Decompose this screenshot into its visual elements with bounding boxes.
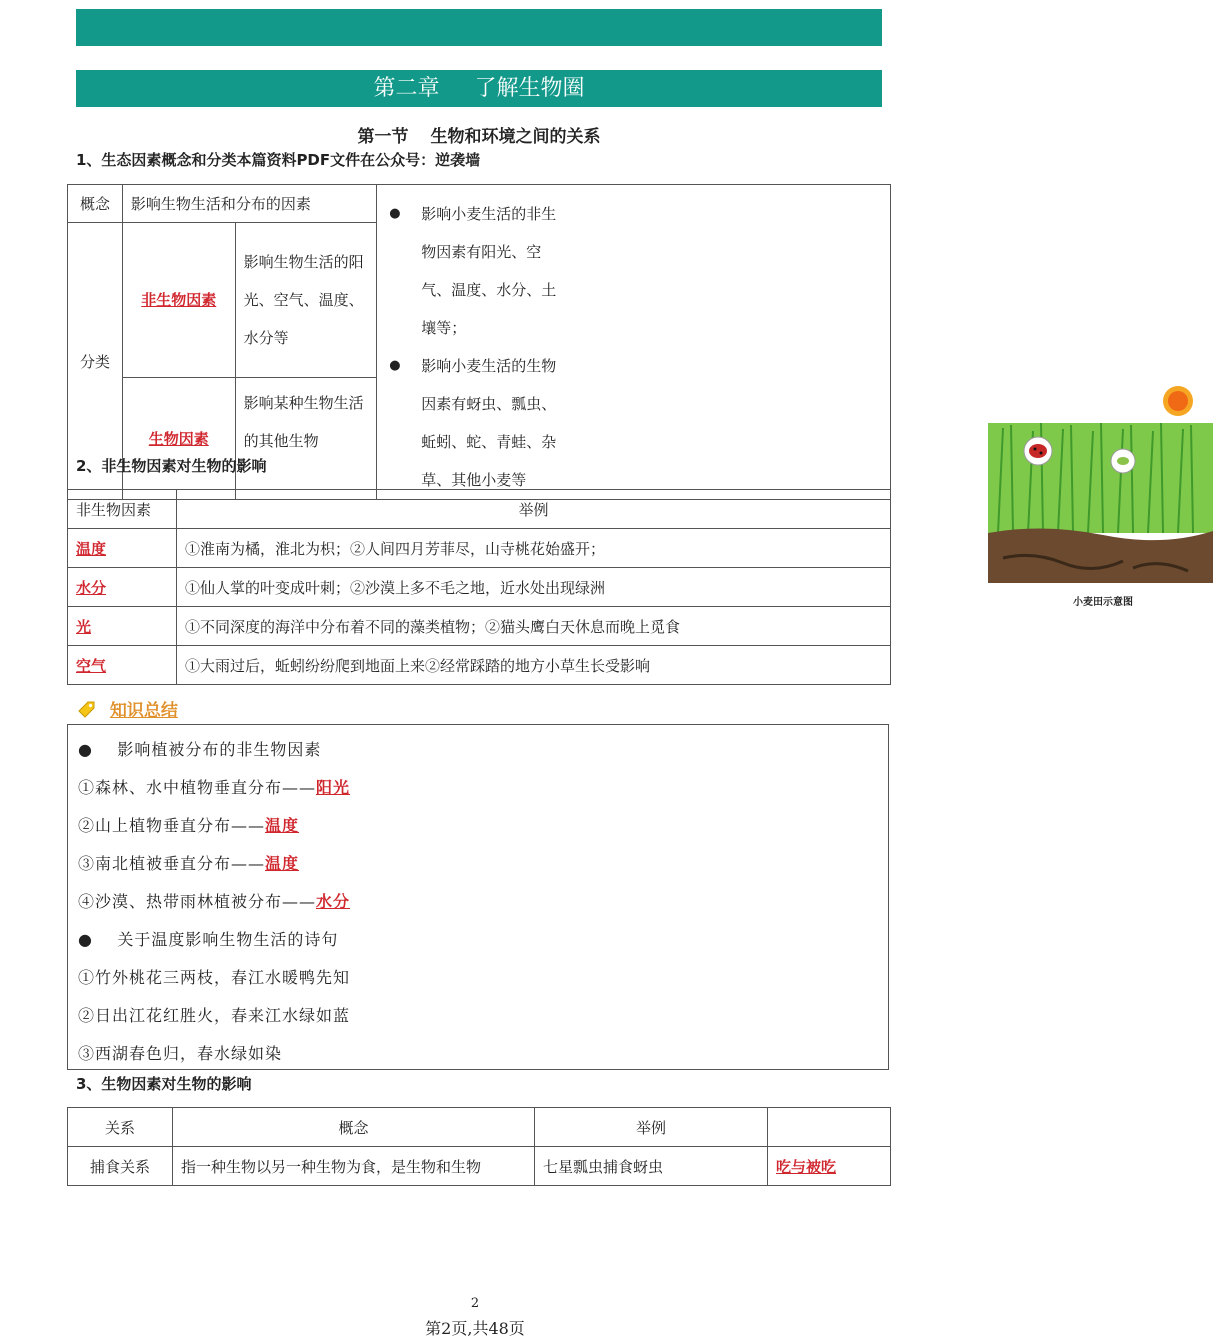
tag-icon [76, 699, 96, 719]
col-header-relation: 关系 [68, 1108, 173, 1147]
col-header-concept: 概念 [173, 1108, 535, 1147]
table-row [68, 607, 891, 646]
table-row [68, 646, 891, 685]
factor-label: 水分 [76, 578, 107, 597]
poem-line: ③西湖春色归，春水绿如染 [78, 1044, 283, 1063]
answer-text: 水分 [316, 892, 351, 911]
summary-bullet-vegetation: ● 影响植被分布的非生物因素 [78, 740, 322, 759]
list-item: ①森林、水中植物垂直分布——阳光 [78, 778, 351, 797]
example-cell: 七星瓢虫捕食蚜虫 [535, 1147, 768, 1186]
factor-label: 光 [76, 617, 92, 636]
summary-bullet-poems: ● 关于温度影响生物生活的诗句 [78, 930, 339, 949]
summary-label: 知识总结 [109, 701, 178, 721]
top-banner [76, 9, 882, 46]
table-row [68, 568, 891, 607]
relation-cell: 捕食关系 [68, 1147, 173, 1186]
answer-text: 温度 [265, 854, 300, 873]
list-item: ②山上植物垂直分布——温度 [78, 816, 300, 835]
table-row [68, 529, 891, 568]
example-text: ①大雨过后，蚯蚓纷纷爬到地面上来②经常踩踏的地方小草生长受影响 [177, 646, 891, 685]
aphid-icon [1117, 457, 1129, 465]
chapter-banner [76, 70, 882, 107]
wheat-biotic-note: ● 影响小麦生活的生物因素有蚜虫、瓢虫、蚯蚓、蛇、青蛙、杂草、其他小麦等 [389, 347, 569, 499]
page-footer: 第2页,共48页 [425, 1319, 525, 1338]
poem-line: ①竹外桃花三两枝，春江水暖鸭先知 [78, 968, 351, 987]
example-text: ①不同深度的海洋中分布着不同的藻类植物；②猫头鹰白天休息而晚上觅食 [177, 607, 891, 646]
note-cell: 吃与被吃 [776, 1157, 837, 1176]
example-text: ①淮南为橘，淮北为枳；②人间四月芳菲尽，山寺桃花始盛开； [177, 529, 891, 568]
ladybug-icon [1029, 444, 1047, 458]
heading-ecological-factors: 1、生态因素概念和分类本篇资料PDF文件在公众号：逆袭墙 [76, 151, 481, 169]
heading-biotic-effects: 3、生物因素对生物的影响 [76, 1075, 252, 1093]
category-label: 分类 [68, 223, 123, 500]
answer-text: 温度 [265, 816, 300, 835]
wheat-abiotic-note: ● 影响小麦生活的非生物因素有阳光、空气、温度、水分、土壤等； [389, 195, 569, 347]
biotic-factor-desc: 影响某种生物生活的其他生物 [235, 377, 377, 500]
chapter-title: 了解生物圈 [474, 76, 585, 101]
poem-line: ②日出江花红胜火，春来江水绿如蓝 [78, 1006, 351, 1025]
abiotic-factor-label: 非生物因素 [141, 291, 217, 310]
list-item: ③南北植被垂直分布——温度 [78, 854, 300, 873]
factor-label: 温度 [76, 539, 107, 558]
section-number: 第一节 [357, 127, 409, 147]
biotic-factor-label: 生物因素 [148, 429, 209, 448]
concept-cell: 指一种生物以另一种生物为食，是生物和生物 [173, 1147, 535, 1186]
answer-text: 阳光 [316, 778, 351, 797]
col-header-factor: 非生物因素 [68, 490, 177, 529]
col-header-note [768, 1108, 891, 1147]
abiotic-factor-desc: 影响生物生活的阳光、空气、温度、水分等 [235, 223, 377, 378]
factor-label: 空气 [76, 656, 107, 675]
col-header-example: 举例 [177, 490, 891, 529]
section-title [76, 122, 882, 147]
concept-label: 概念 [68, 185, 123, 223]
wheat-field-illustration [983, 383, 1223, 613]
concept-value: 影响生物生活和分布的因素 [122, 185, 376, 223]
list-item: ④沙漠、热带雨林植被分布——水分 [78, 892, 351, 911]
example-text: ①仙人掌的叶变成叶刺；②沙漠上多不毛之地，近水处出现绿洲 [177, 568, 891, 607]
illustration-caption: 小麦田示意图 [1073, 597, 1134, 608]
summary-tag [76, 696, 178, 721]
table-row [68, 1147, 891, 1186]
abiotic-effects-table [67, 489, 891, 685]
heading-abiotic-effects: 2、非生物因素对生物的影响 [76, 457, 267, 475]
col-header-example: 举例 [535, 1108, 768, 1147]
summary-box [67, 724, 889, 1070]
biotic-factor-cell [122, 377, 235, 500]
section-name: 生物和环境之间的关系 [430, 127, 601, 147]
biotic-effects-table [67, 1107, 891, 1186]
page-number: 2 [470, 1296, 480, 1311]
chapter-number: 第二章 [373, 76, 440, 101]
abiotic-factor-cell [122, 223, 235, 378]
